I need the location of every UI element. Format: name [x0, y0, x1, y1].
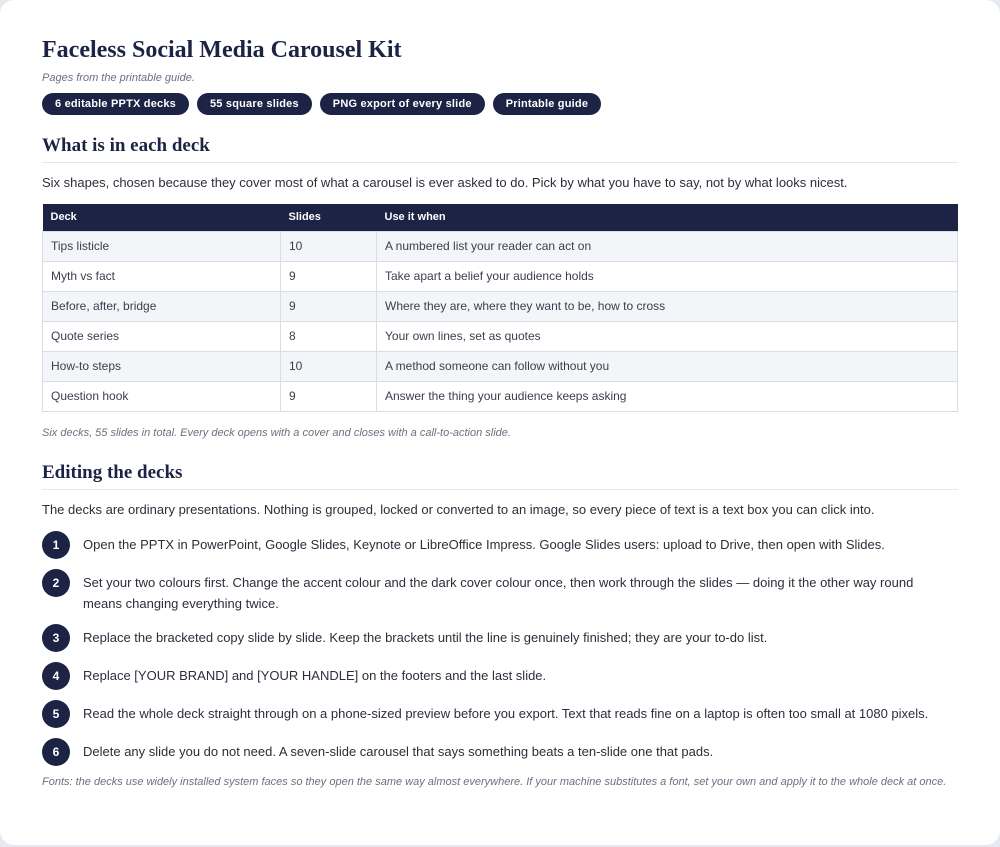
table-row [43, 351, 958, 381]
cell-deck: Quote series [43, 321, 281, 351]
cell-slides: 8 [281, 321, 377, 351]
section-heading-editing: Editing the decks [42, 461, 958, 490]
step-text: Read the whole deck straight through on a phone-sized preview before you export. Text that reads fine on a laptop is often too small at 1080 pixels. [83, 705, 929, 721]
cell-slides: 10 [281, 351, 377, 381]
list-item [42, 624, 958, 652]
table-row [43, 321, 958, 351]
step-number-badge: 2 [42, 569, 70, 597]
step-number-badge: 6 [42, 738, 70, 766]
step-text: Replace the bracketed copy slide by slide. Keep the brackets until the line is genuinely finished; they are your to-do list. [83, 629, 768, 645]
step-text: Open the PPTX in PowerPoint, Google Slides, Keynote or LibreOffice Impress. Google Slides users: upload to Drive, then open with Slides. [83, 536, 885, 552]
decks-table [42, 204, 958, 412]
cell-deck: How-to steps [43, 351, 281, 381]
cell-use: Take apart a belief your audience holds [377, 261, 958, 291]
list-item [42, 700, 958, 728]
cell-use: A method someone can follow without you [377, 351, 958, 381]
cell-deck: Myth vs fact [43, 261, 281, 291]
page-subtitle: Pages from the printable guide. [42, 72, 195, 84]
list-item [42, 569, 958, 614]
cell-use: Your own lines, set as quotes [377, 321, 958, 351]
tag-printable-guide: Printable guide [493, 93, 601, 115]
list-item [42, 531, 958, 559]
step-number-badge: 1 [42, 531, 70, 559]
cell-slides: 10 [281, 231, 377, 261]
tag-pptx-decks: 6 editable PPTX decks [42, 93, 189, 115]
decks-total-note: Six decks, 55 slides in total. Every deck opens with a cover and closes with a call-to-action slide. [42, 426, 511, 439]
tag-png-export: PNG export of every slide [320, 93, 485, 115]
column-header-deck: Deck [50, 211, 77, 224]
editing-steps-list [42, 531, 958, 766]
decks-intro: Six shapes, chosen because they cover most of what a carousel is ever asked to do. Pick by what you have to say, not by what looks nicest. [42, 175, 848, 190]
table-row [43, 261, 958, 291]
cell-slides: 9 [281, 261, 377, 291]
editing-intro: The decks are ordinary presentations. Nothing is grouped, locked or converted to an image, so every piece of text is a text box you can click into. [42, 501, 875, 517]
step-text: Replace [YOUR BRAND] and [YOUR HANDLE] on the footers and the last slide. [83, 667, 547, 683]
step-number-badge: 4 [42, 662, 70, 690]
list-item [42, 738, 958, 766]
feature-tags [42, 93, 958, 115]
tag-square-slides: 55 square slides [197, 93, 312, 115]
table-row [43, 231, 958, 261]
cell-slides: 9 [281, 291, 377, 321]
table-header-row [43, 204, 958, 231]
cell-deck: Before, after, bridge [43, 291, 281, 321]
step-number-badge: 5 [42, 700, 70, 728]
cell-use: A numbered list your reader can act on [377, 231, 958, 261]
table-row [43, 381, 958, 411]
step-text: Delete any slide you do not need. A seven-slide carousel that says something beats a ten-slide one that pads. [83, 743, 714, 759]
step-text: Set your two colours first. Change the accent colour and the dark cover colour once, then work through the slides — doing it the other way round means changing everything twice. [83, 574, 914, 611]
cell-slides: 9 [281, 381, 377, 411]
cell-use: Where they are, where they want to be, how to cross [377, 291, 958, 321]
cell-deck: Question hook [43, 381, 281, 411]
section-heading-decks: What is in each deck [42, 134, 958, 163]
table-row [43, 291, 958, 321]
fonts-note: Fonts: the decks use widely installed system faces so they open the same way almost everywhere. If your machine substitutes a font, set your own and apply it to the whole deck at once. [42, 775, 947, 788]
list-item [42, 662, 958, 690]
step-number-badge: 3 [42, 624, 70, 652]
cell-use: Answer the thing your audience keeps asking [377, 381, 958, 411]
column-header-slides: Slides [288, 211, 321, 224]
page-title: Faceless Social Media Carousel Kit [42, 37, 402, 63]
column-header-use: Use it when [384, 211, 446, 224]
cell-deck: Tips listicle [43, 231, 281, 261]
